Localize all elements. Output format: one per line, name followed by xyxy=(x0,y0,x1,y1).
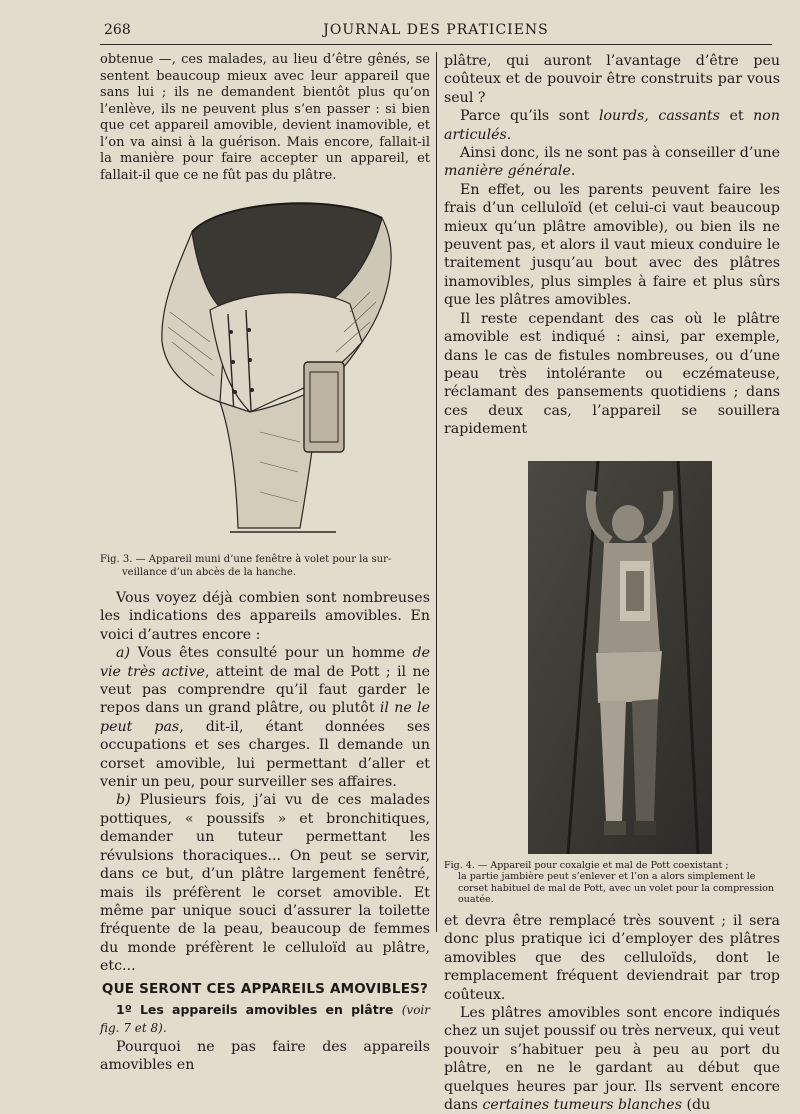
item-a xyxy=(100,644,430,791)
right-p3-italic: manière générale xyxy=(444,163,571,180)
item-b xyxy=(100,791,430,975)
right-p7-text1: Les plâtres amovibles sont encore indiqués chez un sujet poussif ou très nerveux, qui veut pouvoir s’habituer peu à peu au port du plâtre, en ne le gardant au début que quelques heures par jour. Ils servent encore dans xyxy=(444,1004,780,1113)
journal-title: JOURNAL DES PRATICIENS xyxy=(323,22,549,38)
right-p2-text2: et xyxy=(719,108,754,125)
left-paragraph-1: obtenue —, ces malades, au lieu d’être gênés, se sentent beaucoup mieux avec leur appareil que sans lui ; ils ne demandent bientôt plus qu’on l’enlève, ils ne peuvent plus s’en passer : si bien que cet appareil amovible, devient inamovible, et l’on va ainsi à la guérison. Mais encore, fallait-il la manière pour faire accepter un appareil, et fallait-il que ce ne fût pas du plâtre. xyxy=(100,52,430,183)
left-paragraph-2: Vous voyez déjà combien sont nombreuses les indications des appareils amovibles. En voici d’autres encore : xyxy=(100,590,430,643)
left-column xyxy=(100,52,430,1075)
figure-3-corset-illustration xyxy=(100,192,430,550)
figure-4-caption-rest: la partie jambière peut s’enlever et l’on a alors simplement le corset habituel de mal de Pott, avec un volet pour la compression ouatée. xyxy=(458,871,774,906)
figure-4-caption-line1: — Appareil pour coxalgie et mal de Pott coexistant ; xyxy=(474,859,729,871)
right-p2-italic2: non articulés xyxy=(444,108,780,143)
item-a-text2: , atteint de mal de Pott ; il ne veut pas comprendre qu’il faut garder le repos dans un grand plâtre, ou plutôt xyxy=(100,663,430,717)
right-paragraph-1: plâtre, qui auront l’avantage d’être peu coûteux et de pouvoir être construits par vous seul ? xyxy=(444,53,780,106)
right-paragraph-5: Il reste cependant des cas où le plâtre amovible est indiqué : ainsi, par exemple, dans le cas de fistules nombreuses, ou d’une peau très intolérante ou eczémateuse, réclamant des pansements quotidiens ; dans ces deux cas, l’appareil se souillera rapidement xyxy=(444,310,780,438)
item-a-italic2: il ne le peut pas xyxy=(100,700,430,735)
subheading-ref: (voir fig. 7 et 8). xyxy=(100,1002,430,1036)
section-heading: QUE SERONT CES APPAREILS AMOVIBLES? xyxy=(101,980,429,997)
right-paragraph-4: En effet, ou les parents peuvent faire les frais d’un celluloïd (et celui-ci vaut beaucoup mieux qu’un plâtre amovible), ou bien ils ne peuvent pas, et alors il vaut mieux conduire le traitement jusqu’au bout avec des plâtres inamovibles, plus simples à faire et plus sûrs que les plâtres amovibles. xyxy=(444,181,780,309)
column-divider xyxy=(436,52,437,932)
left-lower-text xyxy=(100,589,430,1075)
item-b-marker: b) xyxy=(116,792,131,809)
right-p7-text2: (du xyxy=(682,1096,711,1113)
right-p3-text2: . xyxy=(570,163,576,180)
subheading-text: 1º Les appareils amovibles en plâtre xyxy=(116,1001,394,1017)
figure-4-patient-photograph xyxy=(528,461,712,854)
figure-3-caption-line2: veillance d’un abcès de la hanche. xyxy=(122,566,296,578)
item-b-text: Plusieurs fois, j’ai vu de ces malades pottiques, « poussifs » et bronchitiques, demander un tuteur permettant les révulsions thoraciques... On peut se servir, dans ce but, d’un plâtre largement fenêtré, mais ils préfèrent le corset amovible. Et même par unique souci d’assurer la toilette fréquente de la peau, beaucoup de femmes du monde préfèrent le celluloïd au plâtre, etc... xyxy=(100,792,430,975)
figure-3-label: Fig. 3. xyxy=(100,554,133,565)
figure-3-caption-line1: — Appareil muni d’une fenêtre à volet pour la sur- xyxy=(132,554,392,565)
left-paragraph-3: Pourquoi ne pas faire des appareils amovibles en xyxy=(100,1038,430,1074)
right-p2-italic1: lourds, cassants xyxy=(598,108,720,125)
figure-3-caption xyxy=(100,554,430,579)
right-p7-italic: certaines tumeurs blanches xyxy=(482,1096,682,1113)
item-a-italic1: de vie très active xyxy=(100,645,430,680)
right-p2-text1: Parce qu’ils sont xyxy=(460,108,599,125)
right-p3-text1: Ainsi donc, ils ne sont pas à conseiller d’une xyxy=(460,145,780,162)
right-paragraph-2 xyxy=(444,107,780,144)
right-p2-text3: . xyxy=(506,126,512,143)
item-a-text3: , dit-il, étant données ses occupations et ses charges. Il demande un corset amovible, lui permettant d’aller et venir un peu, pour surveiller ses affaires. xyxy=(100,718,430,791)
item-a-marker: a) xyxy=(116,645,130,662)
page-number: 268 xyxy=(104,22,131,38)
header-rule xyxy=(100,44,772,45)
running-head xyxy=(100,20,772,42)
right-paragraph-6: et devra être remplacé très souvent ; il sera donc plus pratique ici d’employer des plâtres amovibles que des celluloïds, dont le remplacement fréquent deviendrait par trop coûteux. xyxy=(444,912,780,1003)
right-column xyxy=(444,52,780,1114)
subheading xyxy=(100,1001,430,1038)
figure-4-label: Fig. 4. xyxy=(444,859,475,871)
right-paragraph-7 xyxy=(444,1004,780,1114)
figure-4-caption xyxy=(444,860,780,906)
right-paragraph-3 xyxy=(444,144,780,181)
item-a-text1: Vous êtes consulté pour un homme xyxy=(130,645,413,662)
